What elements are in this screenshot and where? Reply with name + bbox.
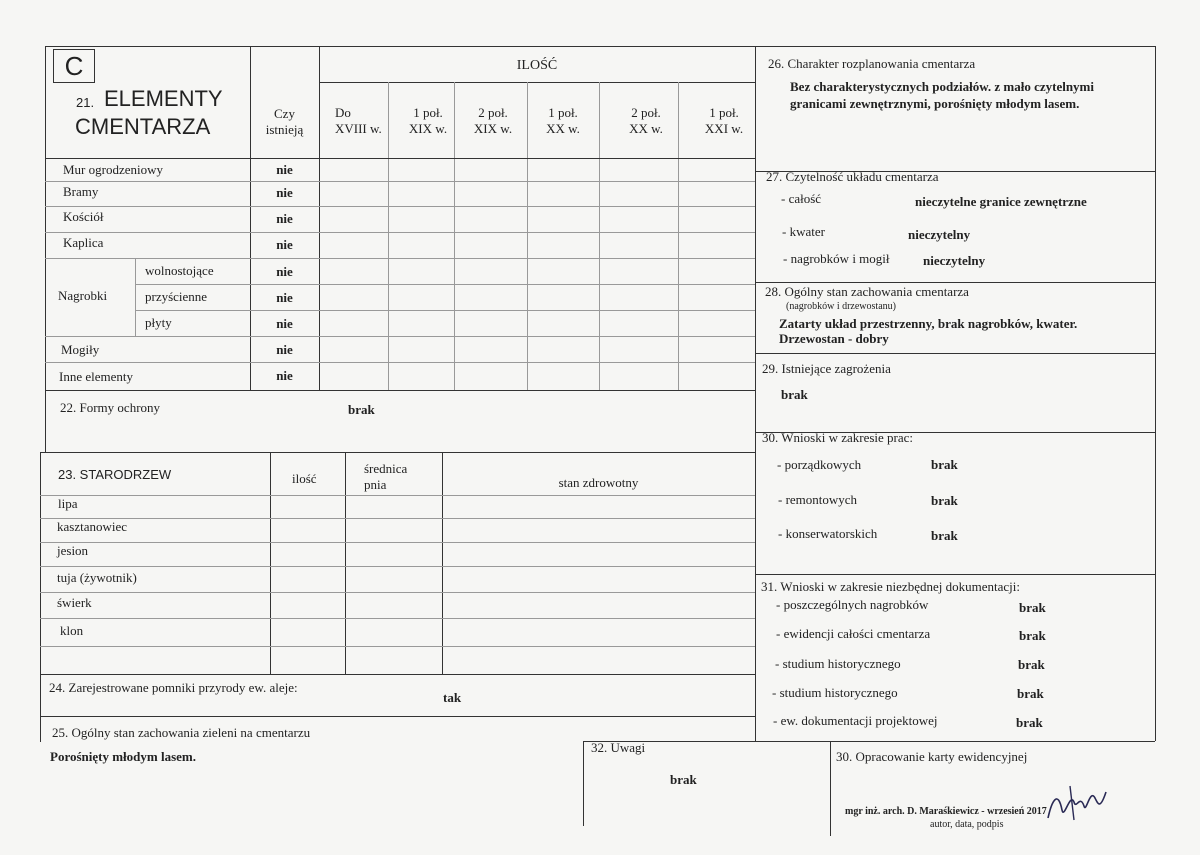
opracowanie-left-line <box>830 741 831 836</box>
s26-label: 26. Charakter rozplanowania cmentarza <box>768 56 976 71</box>
s31-item-5-value: brak <box>1016 715 1043 730</box>
col-exists-line1: Czy <box>274 106 295 121</box>
s23-col-srednica-l2: pnia <box>364 477 387 492</box>
s23-col-stan: stan zdrowotny <box>558 475 639 490</box>
s23-label: 23. STARODRZEW <box>58 467 172 482</box>
section-letter: C <box>64 51 84 81</box>
row-value-inne: nie <box>276 368 293 383</box>
row-label-mogily: Mogiły <box>61 342 100 357</box>
period-2-l1: 2 poł. <box>478 105 508 120</box>
ilosc-header: ILOŚĆ <box>516 58 558 73</box>
s29-label: 29. Istniejące zagrożenia <box>762 361 891 376</box>
s22-value: brak <box>348 402 375 417</box>
col-line-1 <box>388 82 389 390</box>
col-line-4 <box>599 82 600 390</box>
elements-title-number: 21. <box>76 95 95 110</box>
s31-label: 31. Wnioski w zakresie niezbędnej dokumentacji: <box>761 579 1020 594</box>
s30-item-remontowych-value: brak <box>931 493 958 508</box>
col-exists-header <box>250 106 319 138</box>
s25-value: Porośnięty młodym lasem. <box>50 749 196 764</box>
section21-bottom-line <box>45 390 755 391</box>
s30-item-konserwatorskich-value: brak <box>931 528 958 543</box>
period-4-l2: XX w. <box>629 121 663 136</box>
row-value-mur: nie <box>276 162 293 177</box>
s28-label: 28. Ogólny stan zachowania cmentarza <box>765 284 969 299</box>
section23-bottom-line <box>40 674 755 675</box>
s27-item-kwater-value: nieczytelny <box>908 227 971 242</box>
row-label-bramy: Bramy <box>63 184 99 199</box>
s23-col-ilosc: ilość <box>292 471 317 486</box>
row-label-inne: Inne elementy <box>59 369 133 384</box>
s31-item-3-value: brak <box>1018 657 1045 672</box>
s32-value: brak <box>670 772 697 787</box>
s27-item-nagrobkow-value: nieczytelny <box>923 253 986 268</box>
ilosc-underline <box>319 82 755 83</box>
period-5-l1: 1 poł. <box>709 105 739 120</box>
bottom-row-top-line <box>583 741 1155 742</box>
row-label-mur: Mur ogrodzeniowy <box>63 162 164 177</box>
s22-label: 22. Formy ochrony <box>60 400 161 415</box>
section22-bottom-line <box>40 452 755 453</box>
nagrobki-label: Nagrobki <box>58 288 108 303</box>
s28-value-line1: Zatarty układ przestrzenny, brak nagrobków, kwater. <box>779 316 1078 331</box>
row-label-przyscienne: przyścienne <box>145 289 208 304</box>
period-3-l2: XX w. <box>546 121 580 136</box>
period-3-l1: 1 poł. <box>548 105 578 120</box>
s27-item-calosc-value: nieczytelne granice zewnętrzne <box>915 194 1087 209</box>
s31-item-1-value: brak <box>1019 600 1046 615</box>
tree-tuja: tuja (żywotnik) <box>57 570 137 585</box>
period-header-0 <box>335 105 382 137</box>
period-5-l2: XXI w. <box>704 121 744 136</box>
s23-col-srednica-l1: średnica <box>364 461 408 476</box>
frame-right-line-b <box>1155 171 1156 741</box>
row-label-kosciol: Kościół <box>63 209 104 224</box>
period-1-l1: 1 poł. <box>413 105 443 120</box>
s28-sublabel: (nagrobków i drzewostanu) <box>786 301 896 312</box>
s27-bottom-line <box>755 282 1155 283</box>
period-header-3 <box>533 105 593 137</box>
period-header-2 <box>463 105 523 137</box>
opracowanie-label: 30. Opracowanie karty ewidencyjnej <box>836 749 1028 764</box>
signature-icon <box>1040 780 1110 825</box>
s30-item-porzadkowych-label: - porządkowych <box>777 457 862 472</box>
s27-item-calosc-label: - całość <box>781 191 822 206</box>
s23-col-srednica <box>364 461 407 493</box>
s31-item-4-value: brak <box>1017 686 1044 701</box>
period-0-l2: XVIII w. <box>335 121 382 136</box>
frame-right-line-a <box>1155 46 1156 171</box>
s30-item-porzadkowych-value: brak <box>931 457 958 472</box>
section-letter-box <box>53 49 95 83</box>
row-value-wolnostojace: nie <box>276 264 293 279</box>
col-line-3 <box>527 82 528 390</box>
period-0-l1: Do <box>335 105 351 120</box>
s27-item-kwater-label: - kwater <box>782 224 825 239</box>
s28-value-line2: Drzewostan - dobry <box>779 331 889 346</box>
header-bottom-line <box>45 158 755 159</box>
row-label-wolnostojace: wolnostojące <box>145 263 214 278</box>
frame-left-line <box>45 46 46 452</box>
s31-item-2-value: brak <box>1019 628 1046 643</box>
s25-label: 25. Ogólny stan zachowania zieleni na cmentarzu <box>52 725 311 740</box>
elements-title-line1: ELEMENTY <box>104 86 223 111</box>
tree-klon: klon <box>60 623 84 638</box>
tree-jesion: jesion <box>57 543 89 558</box>
s27-item-nagrobkow-label: - nagrobków i mogił <box>783 251 890 266</box>
s31-item-5-label: - ew. dokumentacji projektowej <box>773 713 938 728</box>
s27-label: 27. Czytelność układu cmentarza <box>766 169 939 184</box>
s28-bottom-line <box>755 353 1155 354</box>
tree-swierk: świerk <box>57 595 92 610</box>
period-4-l1: 2 poł. <box>631 105 661 120</box>
row-value-przyscienne: nie <box>276 290 293 305</box>
tree-kasztanowiec: kasztanowiec <box>57 519 128 534</box>
period-header-5 <box>694 105 754 137</box>
s30-label: 30. Wnioski w zakresie prac: <box>762 430 914 445</box>
s31-item-1-label: - poszczególnych nagrobków <box>776 597 929 612</box>
section24-bottom-line <box>40 716 755 717</box>
tree-lipa: lipa <box>58 496 78 511</box>
s31-item-3-label: - studium historycznego <box>775 656 901 671</box>
opracowanie-author: mgr inż. arch. D. Maraśkiewicz - wrzesień 2017 <box>845 806 1047 817</box>
uwagi-left-line <box>583 741 584 826</box>
s24-label: 24. Zarejestrowane pomniki przyrody ew. aleje: <box>49 680 298 695</box>
period-header-4 <box>616 105 676 137</box>
s30-item-remontowych-label: - remontowych <box>778 492 858 507</box>
s32-label: 32. Uwagi <box>591 740 646 755</box>
elements-title-line2: CMENTARZA <box>75 114 211 139</box>
s31-item-2-label: - ewidencji całości cmentarza <box>776 626 931 641</box>
row-value-plyty: nie <box>276 316 293 331</box>
row-label-plyty: płyty <box>145 315 172 330</box>
tree-col-1 <box>270 452 271 674</box>
row-value-kaplica: nie <box>276 237 293 252</box>
period-1-l2: XIX w. <box>408 121 448 136</box>
s24-value: tak <box>443 690 462 705</box>
opracowanie-caption: autor, data, podpis <box>930 819 1004 830</box>
frame-top-line <box>45 46 1155 47</box>
row-value-kosciol: nie <box>276 211 293 226</box>
col-exists-line2: istnieją <box>265 122 304 137</box>
tree-col-2 <box>345 452 346 674</box>
s26-value-line1: Bez charakterystycznych podziałów. z mało czytelnymi <box>790 79 1094 94</box>
col-divider-periods <box>319 46 320 390</box>
col-line-5 <box>678 82 679 390</box>
s29-value: brak <box>781 387 808 402</box>
s30-bottom-line <box>755 574 1155 575</box>
row-value-mogily: nie <box>276 342 293 357</box>
s31-item-4-label: - studium historycznego <box>772 685 898 700</box>
row-label-kaplica: Kaplica <box>63 235 104 250</box>
s26-value-line2: granicami zewnętrznymi, porośnięty młodym lasem. <box>790 96 1080 111</box>
period-header-1 <box>398 105 458 137</box>
right-column-divider <box>755 46 756 741</box>
row-value-bramy: nie <box>276 185 293 200</box>
period-2-l2: XIX w. <box>473 121 513 136</box>
s30-item-konserwatorskich-label: - konserwatorskich <box>778 526 878 541</box>
nagrobki-divider <box>135 258 136 336</box>
